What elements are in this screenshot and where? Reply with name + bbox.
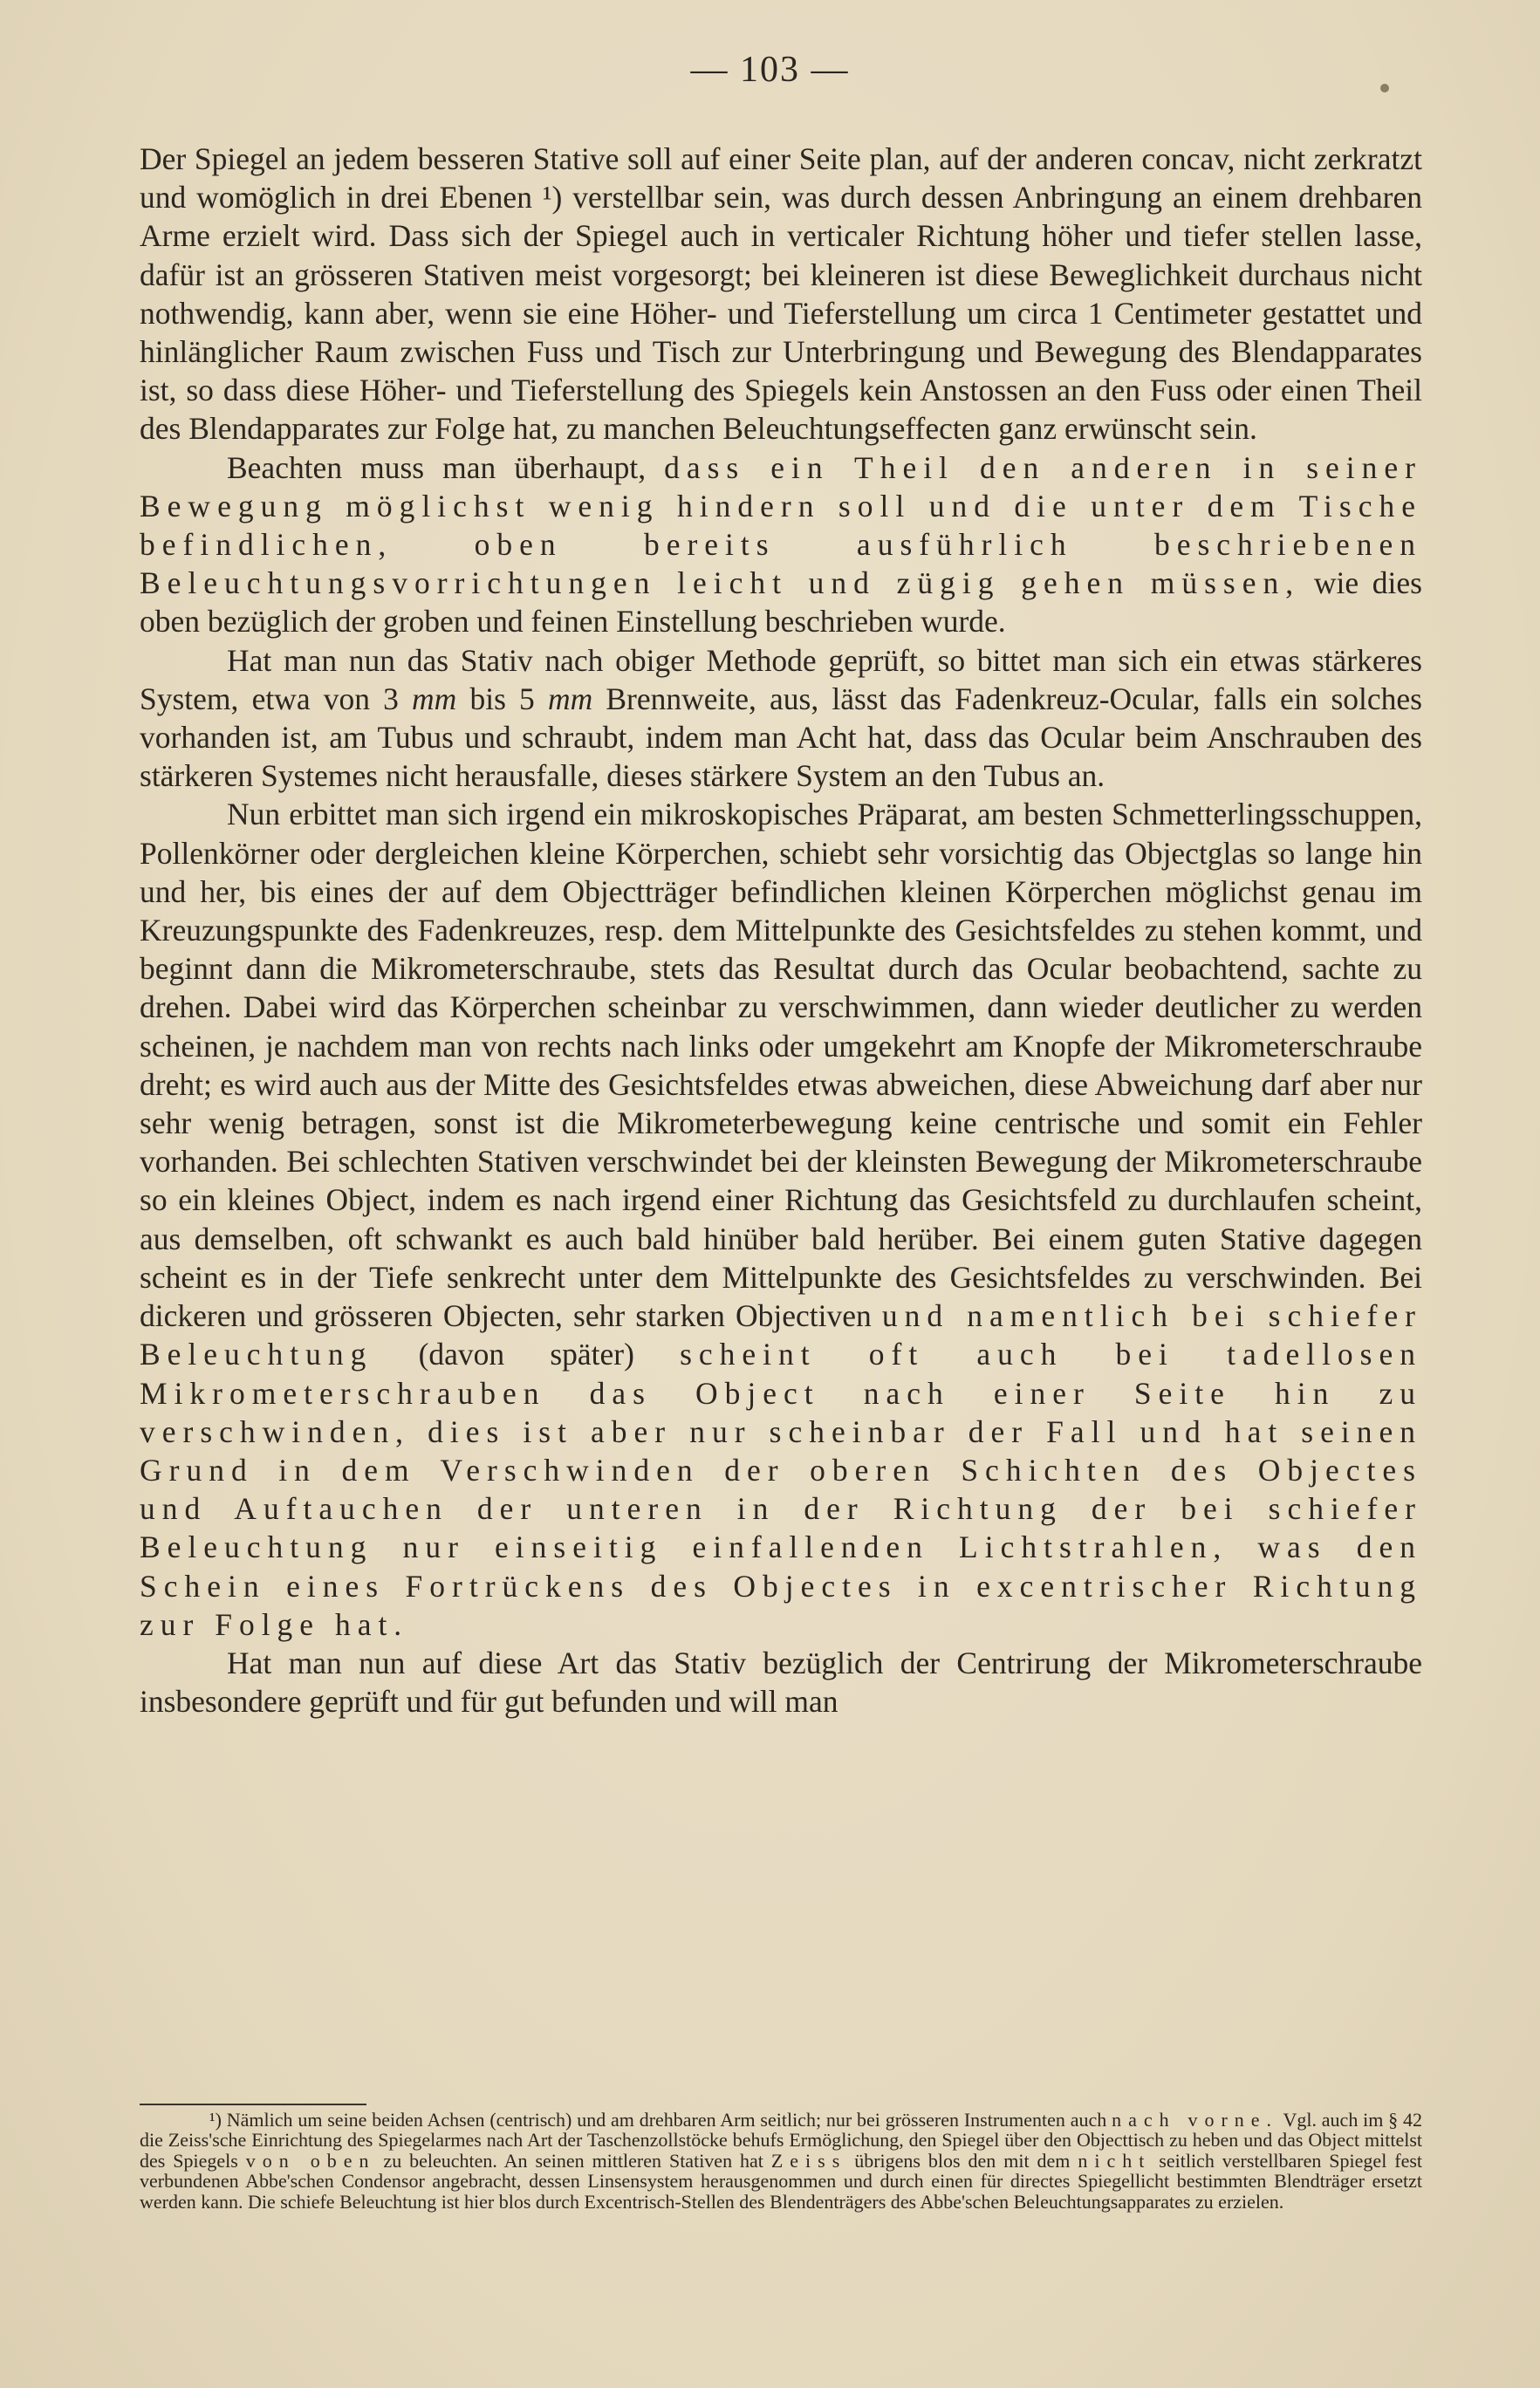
text-run: mm (547, 681, 593, 716)
text-run: Der Spiegel an jedem besseren Stative soll auf einer Seite plan, auf der anderen concav, nicht zerkratzt und womöglich in drei Ebenen ¹) verstellbar sein, was durch dessen Anbringung an einem drehbaren Arme erzielt wird. Dass sich der Spiegel auch in verticaler Richtung höher und tiefer stellen lasse, dafür ist an grösseren Stativen meist vorgesorgt; bei kleineren ist diese Beweglichkeit durchaus nicht nothwendig, kann aber, wenn sie eine Höher- und Tieferstellung um circa 1 Centimeter gestattet und hinlänglicher Raum zwischen Fuss und Tisch zur Unterbringung und Bewegung des Blendapparates ist, so dass diese Höher- und Tieferstellung des Spiegels kein Anstossen an den Fuss oder einen Theil des Blendapparates zur Folge hat, zu manchen Beleuchtungseffecten ganz erwünscht sein. (140, 141, 1422, 447)
footnote-run: nach vorne. (1112, 2109, 1279, 2131)
footnote (140, 2110, 1422, 2212)
text-run: (davon später) (373, 1337, 681, 1372)
paragraph-p3 (140, 641, 1422, 796)
paragraph-p1 (140, 140, 1422, 448)
paragraph-p4 (140, 795, 1422, 1643)
text-run: Nun erbittet man sich irgend ein mikroskopisches Präparat, am besten Schmetterlingsschuppen, Pollenkörner oder dergleichen kleine Körperchen, schiebt sehr vorsichtig das Objectglas so lange hin und her, bis eines der auf dem Objectträger befindlichen kleinen Körperchen möglichst genau im Kreuzungspunkte des Fadenkreuzes, resp. dem Mittelpunkte des Gesichtsfeldes zu stehen kommt, und beginnt dann die Mikrometerschraube, stets das Resultat durch das Ocular beobachtend, sachte zu drehen. Dabei wird das Körperchen scheinbar zu verschwimmen, dann wieder deutlicher zu werden scheinen, je nachdem man von rechts nach links oder umgekehrt am Knopfe der Mikrometerschraube dreht; es wird auch aus der Mitte des Gesichtsfeldes etwas abweichen, diese Abweichung darf aber nur sehr wenig betragen, sonst ist die Mikrometerbewegung keine centrische und somit ein Fehler vorhanden. Bei schlechten Stativen verschwindet bei der kleinsten Bewegung der Mikrometerschraube so ein kleines Object, indem es nach irgend einer Richtung das Gesichtsfeld zu durchlaufen scheint, aus demselben, oft schwankt es auch bald hinüber bald herüber. Bei einem guten Stative dagegen scheint es in der Tiefe senkrecht unter dem Mittelpunkte des Gesichtsfeldes zu verschwinden. Bei dickeren und grösseren Objecten, sehr starken Objectiven (140, 797, 1422, 1334)
text-run: und namentlich bei schiefer Beleuchtung (140, 1298, 1422, 1372)
text-run: mm (412, 681, 457, 716)
text-run: dass ein Theil den anderen in seiner Bewegung möglichst wenig hindern soll und die unter dem Tische befindlichen, oben bereits ausführlich beschriebenen Beleuchtungsvorrichtungen leicht und zügig gehen müssen, (140, 449, 1422, 601)
footnote-run: übrigens blos den mit dem (846, 2149, 1078, 2172)
ink-speck (1380, 84, 1389, 92)
footnote-run: von oben (245, 2149, 376, 2172)
text-run: bis 5 (456, 681, 548, 716)
page-number: — 103 — (690, 50, 850, 90)
text-run: Brennweite, aus, lässt das Fadenkreuz-Ocular, falls ein solches vorhanden ist, am Tubus und schraubt, indem man Acht hat, dass das Ocular beim Anschrauben des stärkeren Systemes nicht herausfalle, dieses stärkere System an den Tubus an. (140, 681, 1422, 794)
body-text (140, 140, 1422, 1721)
footnote-run: zu beleuchten. An seinen mittleren Stativen hat (375, 2149, 771, 2172)
paragraph-p5 (140, 1644, 1422, 1721)
text-run: Hat man nun auf diese Art das Stativ bezüglich der Centrirung der Mikrometerschraube insbesondere geprüft und für gut befunden und will man (140, 1645, 1422, 1720)
footnote-run: Vgl. auch im § 42 die Zeiss'sche Einrichtung des Spiegelarmes nach Art der Taschenzollstöcke behufs Ermöglichung, den Spiegel über den Objecttisch zu heben und das Object mittelst des Spiegels (140, 2109, 1422, 2172)
text-run: scheint oft auch bei tadellosen Mikrometerschrauben das Object nach einer Seite hin zu verschwinden, dies ist aber nur scheinbar der Fall und hat seinen Grund in dem Verschwinden der oberen Schichten des Objectes und Auftauchen der unteren in der Richtung der bei schiefer Beleuchtung nur einseitig einfallenden Lichtstrahlen, was den Schein eines Fortrückens des Objectes in excentrischer Richtung zur Folge hat. (140, 1337, 1422, 1642)
footnote-run: nicht (1078, 2149, 1152, 2172)
footnote-text (140, 2110, 1422, 2212)
text-run: Hat man nun das Stativ nach obiger Methode geprüft, so bittet man sich ein etwas stärkeres System, etwa von 3 (140, 642, 1422, 716)
text-run: Beachten muss man überhaupt, (227, 449, 665, 485)
footnote-run: ¹) Nämlich um seine beiden Achsen (centrisch) und am drehbaren Arm seitlich; nur bei grösseren Instrumenten auch (209, 2109, 1112, 2131)
paragraph-p2 (140, 448, 1422, 641)
footnote-run: Zeiss (770, 2149, 847, 2172)
footnote-run: seitlich verstellbaren Spiegel fest verbundenen Abbe'schen Condensor angebracht, dessen Linsensystem herausgenommen und durch einen für directes Spiegellicht bestimmten Blendträger ersetzt werden kann. Die schiefe Beleuchtung ist hier blos durch Excentrisch-Stellen des Blendenträgers des Abbe'schen Beleuchtungsapparates zu erzielen. (140, 2149, 1423, 2213)
text-run: wie dies oben bezüglich der groben und feinen Einstellung beschrieben wurde. (140, 565, 1422, 640)
